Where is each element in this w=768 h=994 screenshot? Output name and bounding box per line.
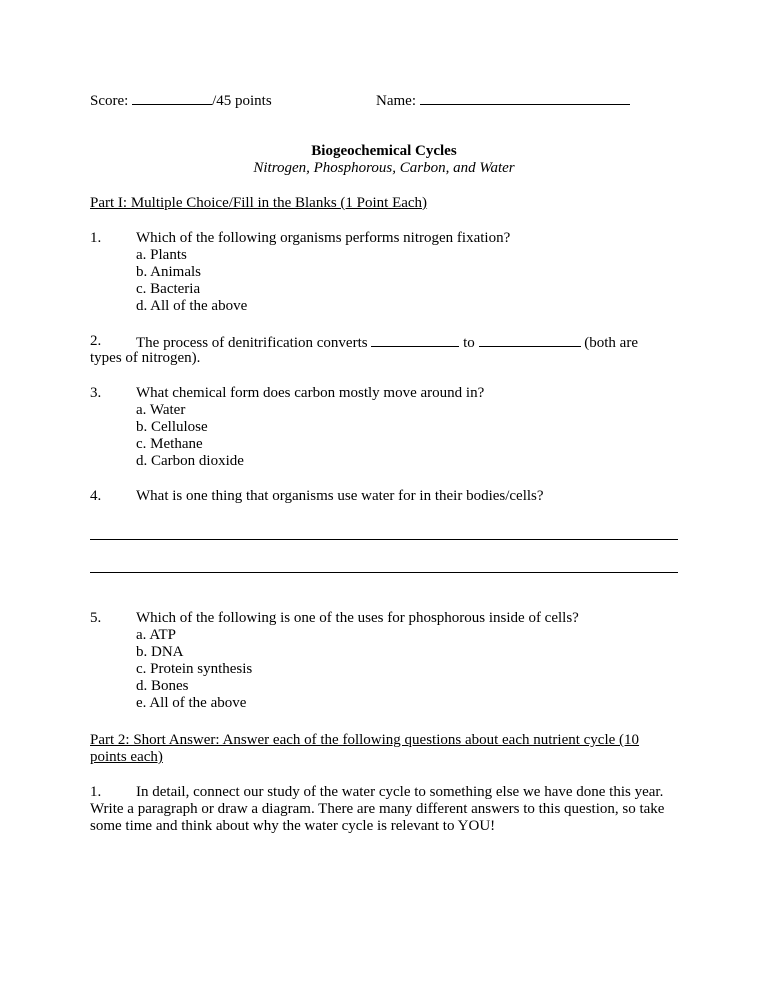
document-subtitle: Nitrogen, Phosphorous, Carbon, and Water xyxy=(253,160,515,176)
option-b[interactable]: b. Animals xyxy=(136,264,202,280)
question-text: What chemical form does carbon mostly move around in? xyxy=(136,385,485,401)
name-field xyxy=(376,91,630,110)
option-a[interactable]: a. Water xyxy=(136,402,186,418)
option-c[interactable]: c. Protein synthesis xyxy=(136,661,253,677)
option-d[interactable]: d. All of the above xyxy=(136,298,248,314)
part2-heading-line1: Part 2: Short Answer: Answer each of the following questions about each nutrient cycle (10 xyxy=(90,732,640,748)
option-a[interactable]: a. ATP xyxy=(136,627,177,643)
name-label: Name: xyxy=(376,93,416,109)
name-blank[interactable] xyxy=(420,91,630,105)
answer-line-1[interactable] xyxy=(90,539,678,540)
question-text: What is one thing that organisms use water for in their bodies/cells? xyxy=(136,488,544,504)
question-text-line3: some time and think about why the water cycle is relevant to YOU! xyxy=(90,818,496,834)
option-c[interactable]: c. Bacteria xyxy=(136,281,201,297)
option-d[interactable]: d. Carbon dioxide xyxy=(136,453,244,469)
option-c[interactable]: c. Methane xyxy=(136,436,203,452)
question-number: 5. xyxy=(90,610,102,626)
option-b[interactable]: b. DNA xyxy=(136,644,184,660)
question-text-after: (both are xyxy=(584,335,638,351)
part1-heading: Part I: Multiple Choice/Fill in the Blanks (1 Point Each) xyxy=(90,195,428,211)
question-text-wrap: types of nitrogen). xyxy=(90,350,201,366)
option-e[interactable]: e. All of the above xyxy=(136,695,247,711)
question-number: 3. xyxy=(90,385,102,401)
question-number: 2. xyxy=(90,333,102,349)
question-text: Which of the following is one of the uses for phosphorous inside of cells? xyxy=(136,610,579,626)
document-title: Biogeochemical Cycles xyxy=(311,143,457,159)
question-text-line2: Write a paragraph or draw a diagram. There are many different answers to this question, so take xyxy=(90,801,665,817)
question-text-before: The process of denitrification converts xyxy=(136,335,368,351)
option-a[interactable]: a. Plants xyxy=(136,247,187,263)
question-number: 4. xyxy=(90,488,102,504)
answer-blank-2[interactable] xyxy=(479,333,581,347)
option-b[interactable]: b. Cellulose xyxy=(136,419,208,435)
question-text: Which of the following organisms performs nitrogen fixation? xyxy=(136,230,511,246)
score-label: Score: xyxy=(90,93,129,109)
answer-line-2[interactable] xyxy=(90,572,678,573)
question-text xyxy=(136,333,638,352)
answer-blank-1[interactable] xyxy=(371,333,459,347)
question-text-line1: In detail, connect our study of the water cycle to something else we have done this year. xyxy=(136,784,664,800)
score-blank[interactable] xyxy=(132,91,212,105)
question-number: 1. xyxy=(90,230,102,246)
score-field xyxy=(90,91,272,110)
option-d[interactable]: d. Bones xyxy=(136,678,189,694)
score-suffix: /45 points xyxy=(212,93,272,109)
part2-heading-line2: points each) xyxy=(90,749,163,765)
question-number: 1. xyxy=(90,784,102,800)
question-text-middle: to xyxy=(463,335,475,351)
